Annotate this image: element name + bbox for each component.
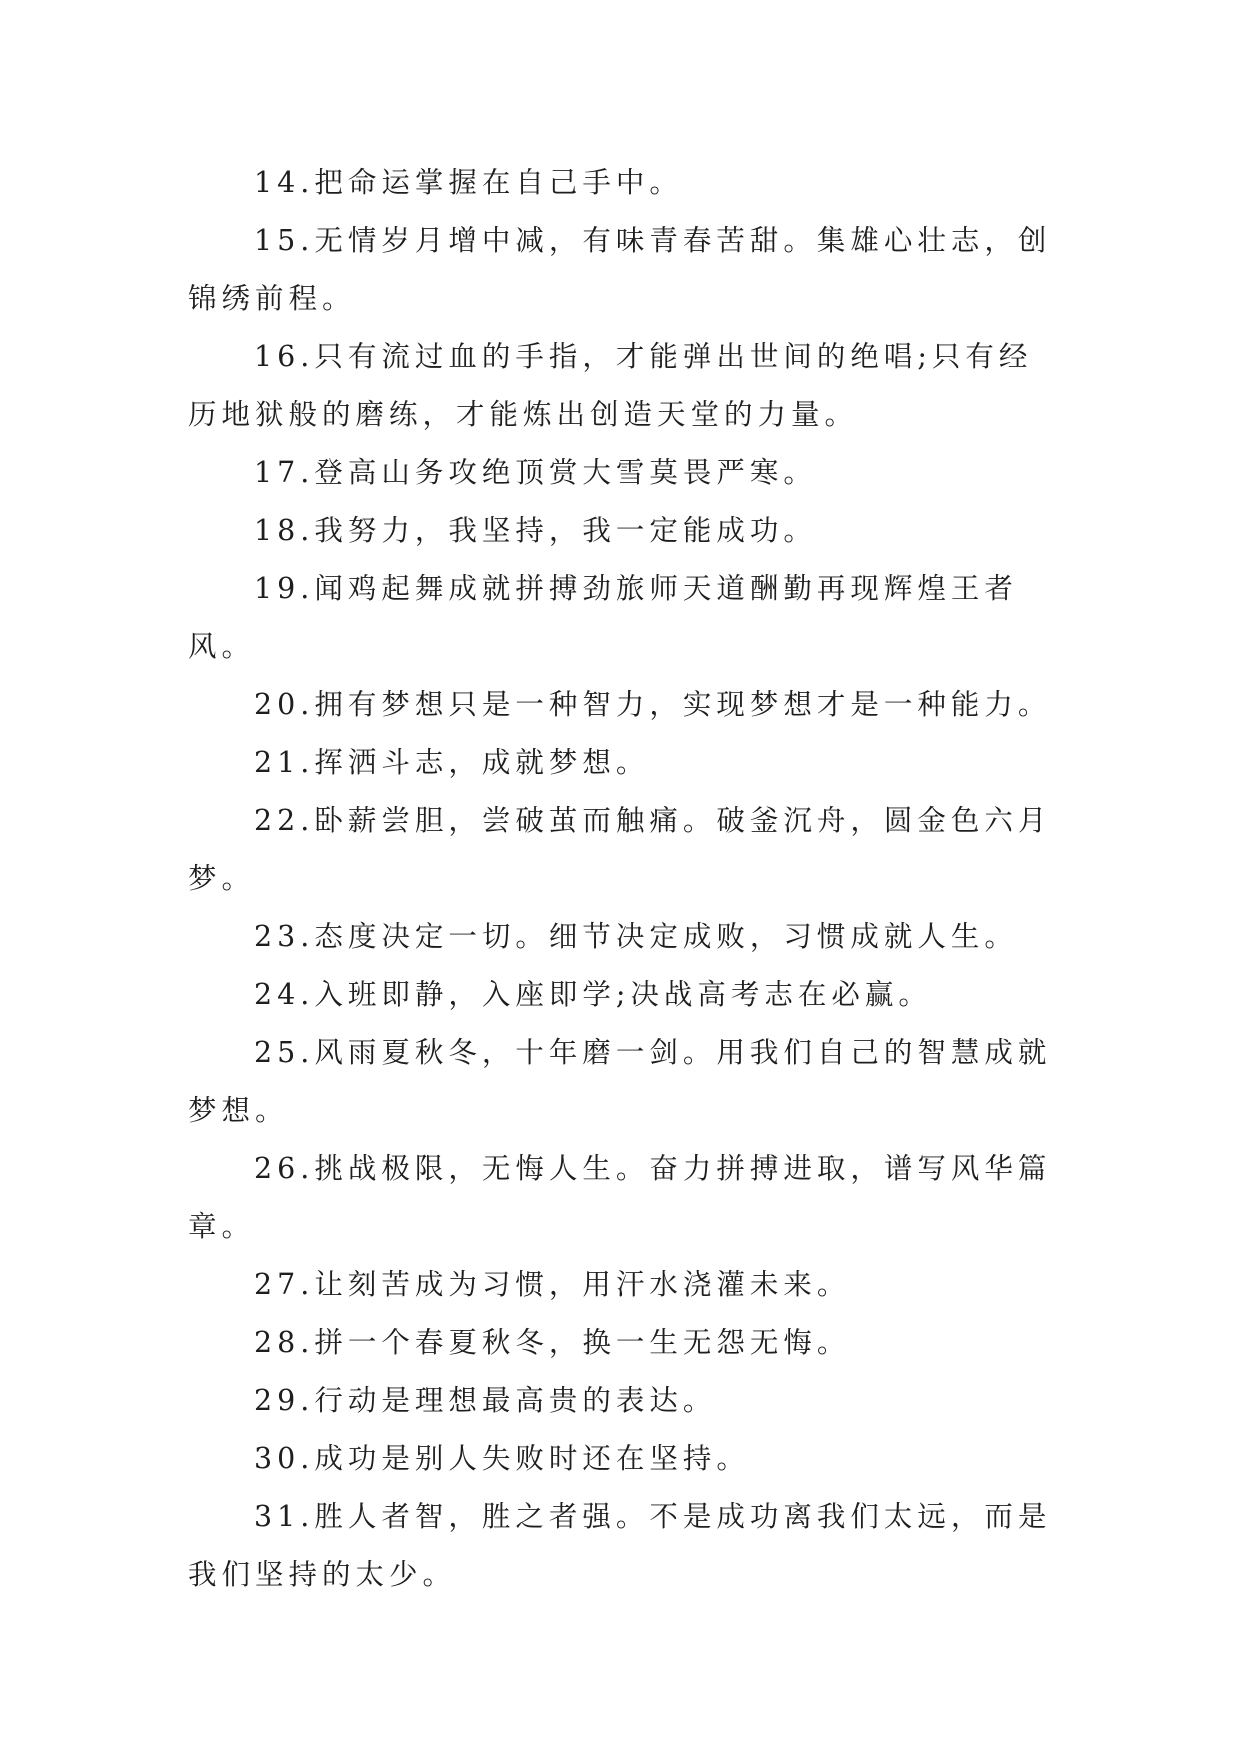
list-item-25: 25.风雨夏秋冬，十年磨一剑。用我们自己的智慧成就梦想。: [188, 1036, 1052, 1127]
list-item-20: 20.拥有梦想只是一种智力，实现梦想才是一种能力。: [254, 688, 1052, 721]
list-item-14: 14.把命运掌握在自己手中。: [254, 166, 683, 199]
list-item-30: 30.成功是别人失败时还在坚持。: [254, 1442, 750, 1475]
list-item-27: 27.让刻苦成为习惯，用汗水浇灌未来。: [254, 1268, 851, 1301]
list-item-16: 16.只有流过血的手指，才能弹出世间的绝唱;只有经历地狱般的磨练，才能炼出创造天堂的力量。: [188, 340, 1033, 431]
list-item-24: 24.入班即静，入座即学;决战高考志在必赢。: [254, 978, 932, 1011]
list-item-31: 31.胜人者智，胜之者强。不是成功离我们太远，而是我们坚持的太少。: [188, 1500, 1052, 1591]
list-item-28: 28.拼一个春夏秋冬，换一生无怨无悔。: [254, 1326, 851, 1359]
list-item-15: 15.无情岁月增中减，有味青春苦甜。集雄心壮志，创锦绣前程。: [188, 224, 1052, 315]
list-item-19: 19.闻鸡起舞成就拼搏劲旅师天道酬勤再现辉煌王者风。: [188, 572, 1018, 663]
list-item-21: 21.挥洒斗志，成就梦想。: [254, 746, 650, 779]
document-body: [188, 154, 1055, 1604]
list-item-23: 23.态度决定一切。细节决定成败，习惯成就人生。: [254, 920, 1018, 953]
list-item-29: 29.行动是理想最高贵的表达。: [254, 1384, 717, 1417]
list-item-18: 18.我努力，我坚持，我一定能成功。: [254, 514, 817, 547]
list-item-26: 26.挑战极限，无悔人生。奋力拼搏进取，谱写风华篇章。: [188, 1152, 1052, 1243]
list-item-22: 22.卧薪尝胆，尝破茧而触痛。破釜沉舟，圆金色六月梦。: [188, 804, 1052, 895]
list-item-17: 17.登高山务攻绝顶赏大雪莫畏严寒。: [254, 456, 817, 489]
